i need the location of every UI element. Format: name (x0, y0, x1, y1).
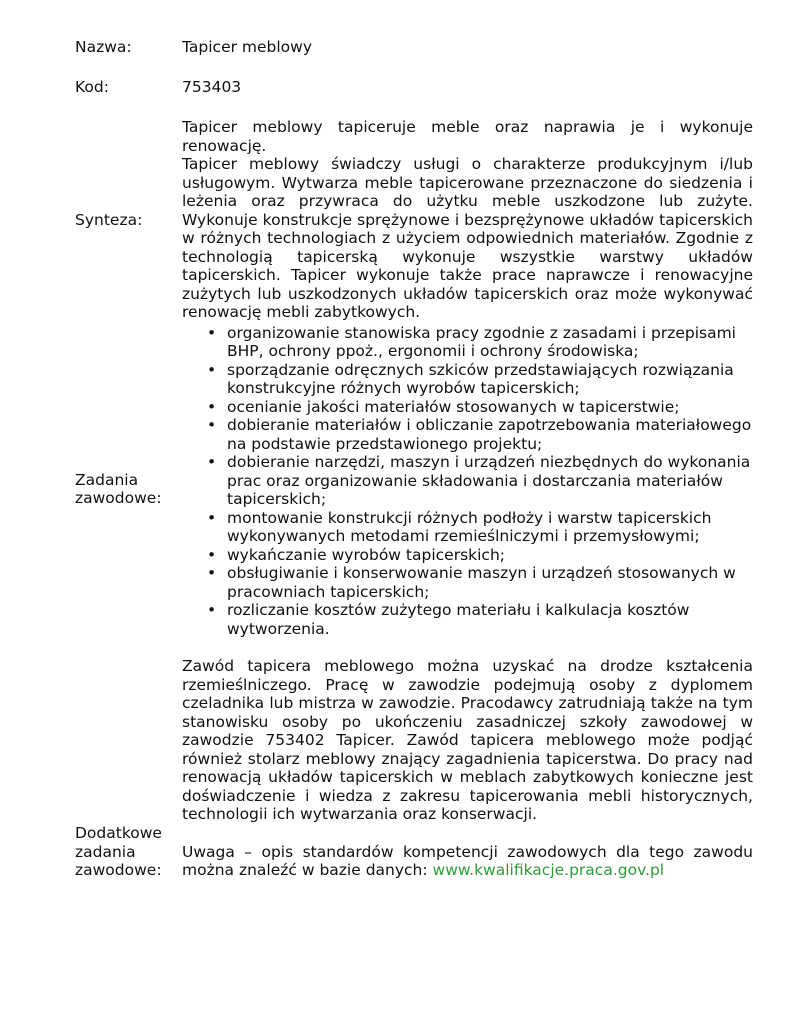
list-item: • dobieranie narzędzi, maszyn i urządzeń niezbędnych do wykonania prac oraz organizowanie składowania i dostarczania materiałów tapicerskich; (227, 453, 753, 509)
list-item: • sporządzanie odręcznych szkiców przedstawiających rozwiązania konstrukcyjne różnych wyrobów tapicerskich; (227, 361, 753, 398)
label-tasks (75, 322, 182, 658)
note-paragraph (182, 843, 753, 880)
list-item: • rozliczanie kosztów zużytego materiału i kalkulacja kosztów wytworzenia. (227, 601, 753, 638)
list-item: • wykańczanie wyrobów tapicerskich; (227, 546, 753, 565)
value-tasks (182, 322, 753, 658)
label-name: Nazwa: (75, 38, 132, 56)
row-extra (75, 657, 753, 880)
extra-paragraph: Zawód tapicera meblowego można uzyskać na drodze kształcenia rzemieślniczego. Pracę w zawodzie podejmują osoby z dyplomem czeladnika lub mistrza w zawodzie. Pracodawcy zatrudniają także na tym stanowisku osoby po ukończeniu zasadniczej szkoły zawodowej w zawodzie 753402 Tapicer. Zawód tapicera meblowego może podjąć również stolarz meblowy znający zagadnienia tapicerstwa. Do pracy nad renowacją układów tapicerskich w meblach zabytkowych konieczne jest doświadczenie i wiedza z zakresu tapicerowania mebli historycznych, technologii ich wytwarzania oraz konserwacji. (182, 657, 753, 823)
list-item: • dobieranie materiałów i obliczanie zapotrzebowania materiałowego na podstawie przedstawionego projektu; (227, 416, 753, 453)
row-tasks (75, 322, 753, 658)
list-item: • organizowanie stanowiska pracy zgodnie z zasadami i przepisami BHP, ochrony ppoż., ergonomii i ochrony środowiska; (227, 324, 753, 361)
value-code: 753403 (182, 78, 242, 96)
synthesis-paragraph-1: Tapicer meblowy tapiceruje meble oraz naprawia je i wykonuje renowację. (182, 118, 753, 155)
row-code (75, 78, 753, 118)
spacer (182, 824, 753, 843)
label-code: Kod: (75, 78, 109, 96)
row-name (75, 38, 753, 78)
label-synthesis: Synteza: (75, 210, 143, 229)
list-item: • obsługiwanie i konserwowanie maszyn i urządzeń stosowanych w pracowniach tapicerskich; (227, 564, 753, 601)
list-item: • ocenianie jakości materiałów stosowanych w tapicerstwie; (227, 398, 753, 417)
label-extra-line-2: zadania (75, 842, 136, 861)
spacer (182, 638, 753, 657)
label-extra-line-1: Dodatkowe (75, 824, 162, 842)
synthesis-paragraph-2: Tapicer meblowy świadczy usługi o charakterze produkcyjnym i/lub usługowym. Wytwarza meble tapicerowane przeznaczone do siedzenia i leżenia oraz przywraca do użytku meble uszkodzone lub zużyte. Wykonuje konstrukcje sprężynowe i bezsprężynowe układów tapicerskich w różnych technologiach z użyciem odpowiednich materiałów. Zgodnie z technologią tapicerską wykonuje wszystkie warstwy układów tapicerskich. Tapicer wykonuje także prace naprawcze i renowacyjne zużytych lub uszkodzonych układów tapicerskich oraz może wykonywać renowację mebli zabytkowych. (182, 155, 753, 321)
occupation-table (75, 38, 753, 880)
row-synthesis (75, 118, 753, 322)
database-link[interactable]: www.kwalifikacje.praca.gov.pl (432, 861, 665, 879)
tasks-list (182, 324, 753, 639)
label-tasks-line-1: Zadania (75, 470, 139, 489)
value-name: Tapicer meblowy (182, 38, 313, 56)
note-text: Uwaga – opis standardów kompetencji zawodowych dla tego zawodu można znaleźć w bazie danych: (182, 842, 753, 879)
label-extra (75, 657, 182, 880)
label-extra-line-3: zawodowe: (75, 861, 162, 879)
list-item: • montowanie konstrukcji różnych podłoży i warstw tapicerskich wykonywanych metodami rzemieślniczymi i przemysłowymi; (227, 509, 753, 546)
occupation-card (75, 38, 753, 880)
value-extra (182, 657, 753, 880)
value-synthesis (182, 118, 753, 322)
label-tasks-line-2: zawodowe: (75, 489, 162, 508)
